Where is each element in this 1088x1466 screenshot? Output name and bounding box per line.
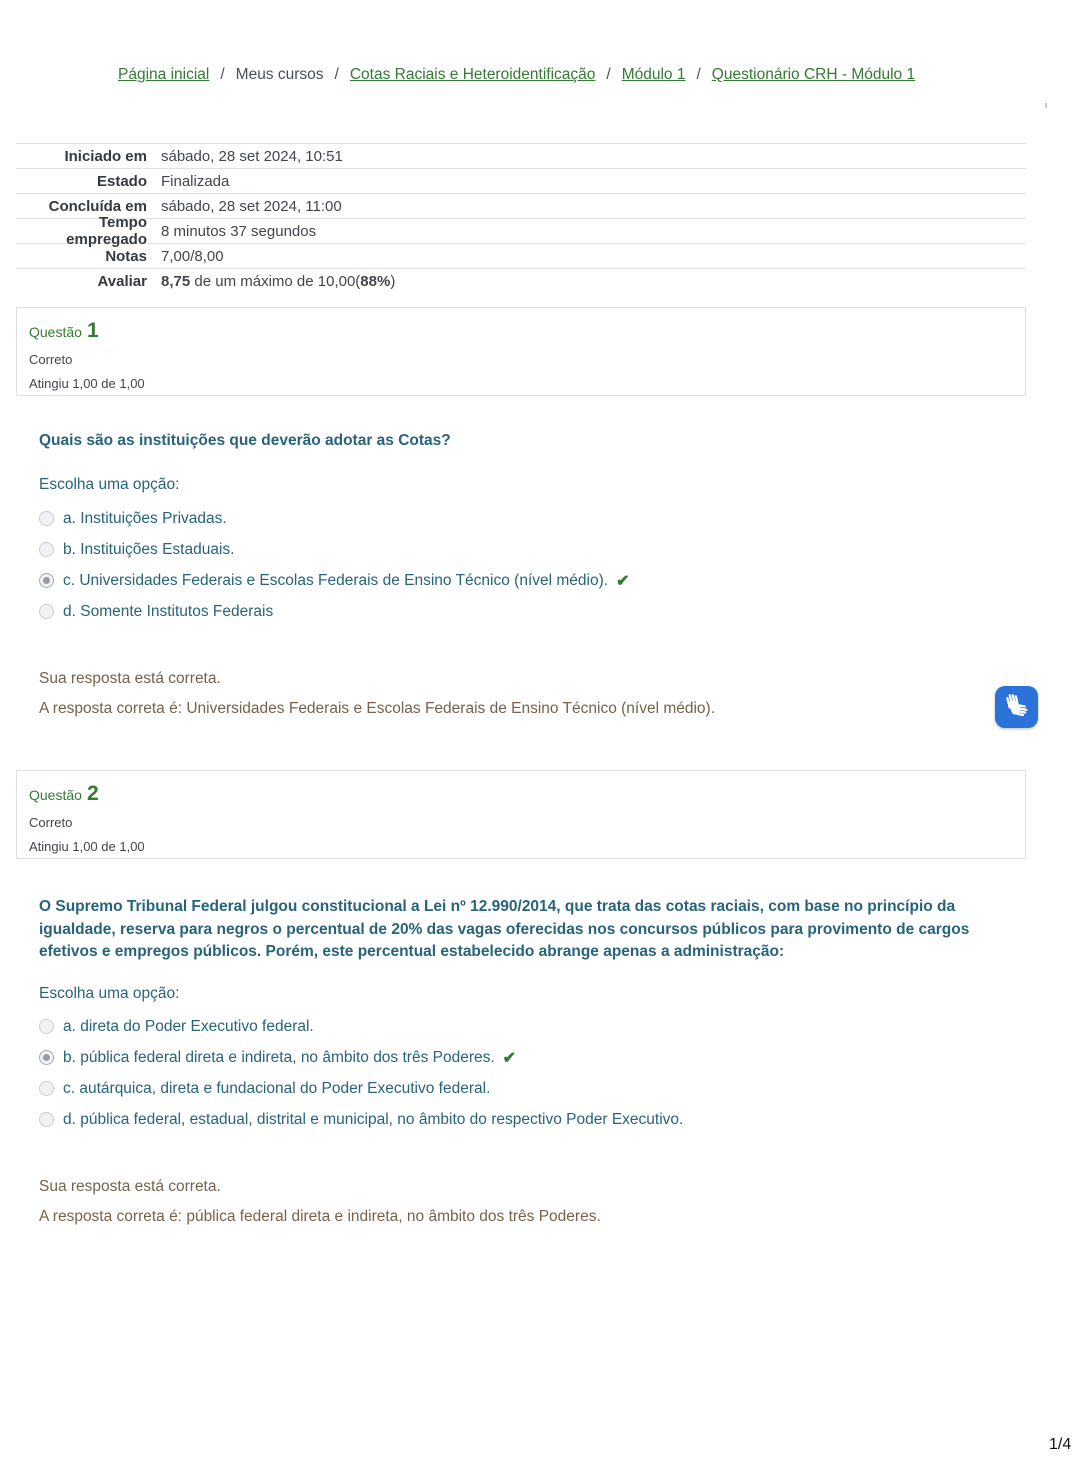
summary-label: Avaliar [97,272,147,290]
radio-button[interactable] [39,573,54,588]
answer-option-label: d. Somente Institutos Federais [63,602,274,620]
answer-option[interactable] [39,534,629,565]
summary-value: 7,00/8,00 [161,247,224,265]
answer-option-label: c. Universidades Federais e Escolas Federais de Ensino Técnico (nível médio). [63,571,609,589]
answer-option[interactable] [39,503,629,534]
question-grade: Atingiu 1,00 de 1,00 [29,839,145,854]
answer-option-label: b. Instituições Estaduais. [63,540,235,558]
breadcrumb-separator: / [220,66,225,83]
feedback-text: Sua resposta está correta. [39,670,221,687]
scan-artifact [1045,103,1047,108]
question-grade: Atingiu 1,00 de 1,00 [29,376,145,391]
breadcrumb-item-my-courses: Meus cursos [235,66,324,83]
answer-option-label: d. pública federal, estadual, distrital e municipal, no âmbito do respectivo Poder Executivo. [63,1110,684,1128]
grade-text-end: ) [390,272,396,290]
breadcrumb-separator: / [696,66,701,83]
question-number: Questão 1 [29,319,99,342]
radio-button[interactable] [39,1081,54,1096]
summary-value: 8 minutos 37 segundos [161,222,317,240]
breadcrumb [118,66,915,84]
answer-option[interactable] [39,596,629,627]
summary-value: sábado, 28 set 2024, 11:00 [161,197,342,215]
answer-option-label: b. pública federal direta e indireta, no âmbito dos três Poderes. [63,1048,495,1066]
answer-option[interactable] [39,1042,683,1073]
summary-row-marks [16,243,1026,268]
summary-label: Tempo empregado [66,214,147,248]
question-number-value: 2 [86,782,99,805]
answer-option[interactable] [39,1104,683,1135]
grade-value: 8,75 [161,272,191,290]
summary-row-state [16,168,1026,193]
radio-button[interactable] [39,1050,54,1065]
breadcrumb-separator: / [606,66,611,83]
question-2-feedback [39,1177,601,1237]
question-2-info-box [16,770,1026,859]
correct-answer-text: A resposta correta é: Universidades Federais e Escolas Federais de Ensino Técnico (nível médio). [39,700,716,717]
question-1-options [39,503,629,627]
radio-button[interactable] [39,511,54,526]
radio-button[interactable] [39,604,54,619]
radio-button[interactable] [39,542,54,557]
breadcrumb-link-course[interactable]: Cotas Raciais e Heteroidentificação [349,66,596,83]
summary-row-completed [16,193,1026,218]
question-state: Correto [29,352,73,367]
summary-row-time-taken [16,214,1026,248]
question-number-value: 1 [86,319,99,342]
breadcrumb-link-home[interactable]: Página inicial [118,66,210,83]
question-1-info-box [16,307,1026,396]
summary-row-grade [16,268,1026,293]
breadcrumb-link-module[interactable]: Módulo 1 [621,66,686,83]
feedback-text: Sua resposta está correta. [39,1178,221,1195]
radio-button[interactable] [39,1019,54,1034]
summary-label: Notas [105,247,147,265]
question-state: Correto [29,815,73,830]
summary-row-started [16,143,1026,168]
answer-option-label: a. Instituições Privadas. [63,509,227,527]
question-2-text: O Supremo Tribunal Federal julgou constitucional a Lei nº 12.990/2014, que trata das cotas raciais, com base no princípio da igualdade, reserva para negros o percentual de 20% das vagas oferecidas nos concursos públicos para provimento de cargos efetivos e empregos públicos. Porém, este percentual estabelecido abrange apenas a administração: [39,898,970,960]
correct-check-icon: ✔ [616,572,630,590]
summary-value [161,273,395,290]
sign-language-hands-icon [1003,692,1031,723]
correct-check-icon: ✔ [502,1049,517,1067]
answer-option-label: c. autárquica, direta e fundacional do Poder Executivo federal. [63,1079,491,1097]
answer-option[interactable] [39,1011,683,1042]
grade-percent: 88% [360,272,391,290]
summary-label: Iniciado em [64,147,147,165]
hand-talk-accessibility-button[interactable] [995,686,1038,728]
page-number-indicator: 1/4 [1049,1436,1072,1453]
question-number: Questão 2 [29,782,99,805]
question-2-options [39,1011,683,1135]
correct-answer-text: A resposta correta é: pública federal direta e indireta, no âmbito dos três Poderes. [39,1208,601,1225]
question-2-prompt: Escolha uma opção: [39,985,180,1002]
attempt-summary-table [16,143,1026,293]
breadcrumb-link-quiz[interactable]: Questionário CRH - Módulo 1 [711,66,916,83]
question-1-text: Quais são as instituições que deverão adotar as Cotas? [39,432,451,449]
summary-value: Finalizada [161,172,230,190]
question-1-prompt: Escolha uma opção: [39,476,180,493]
answer-option[interactable] [39,1073,683,1104]
answer-option[interactable] [39,565,629,596]
summary-label: Concluída em [48,197,147,215]
question-1-feedback [39,669,715,729]
summary-value: sábado, 28 set 2024, 10:51 [161,147,343,165]
answer-option-label: a. direta do Poder Executivo federal. [63,1017,314,1035]
grade-text: de um máximo de 10,00( [190,272,361,290]
summary-label: Estado [96,172,147,190]
breadcrumb-separator: / [334,66,339,83]
radio-button[interactable] [39,1112,54,1127]
